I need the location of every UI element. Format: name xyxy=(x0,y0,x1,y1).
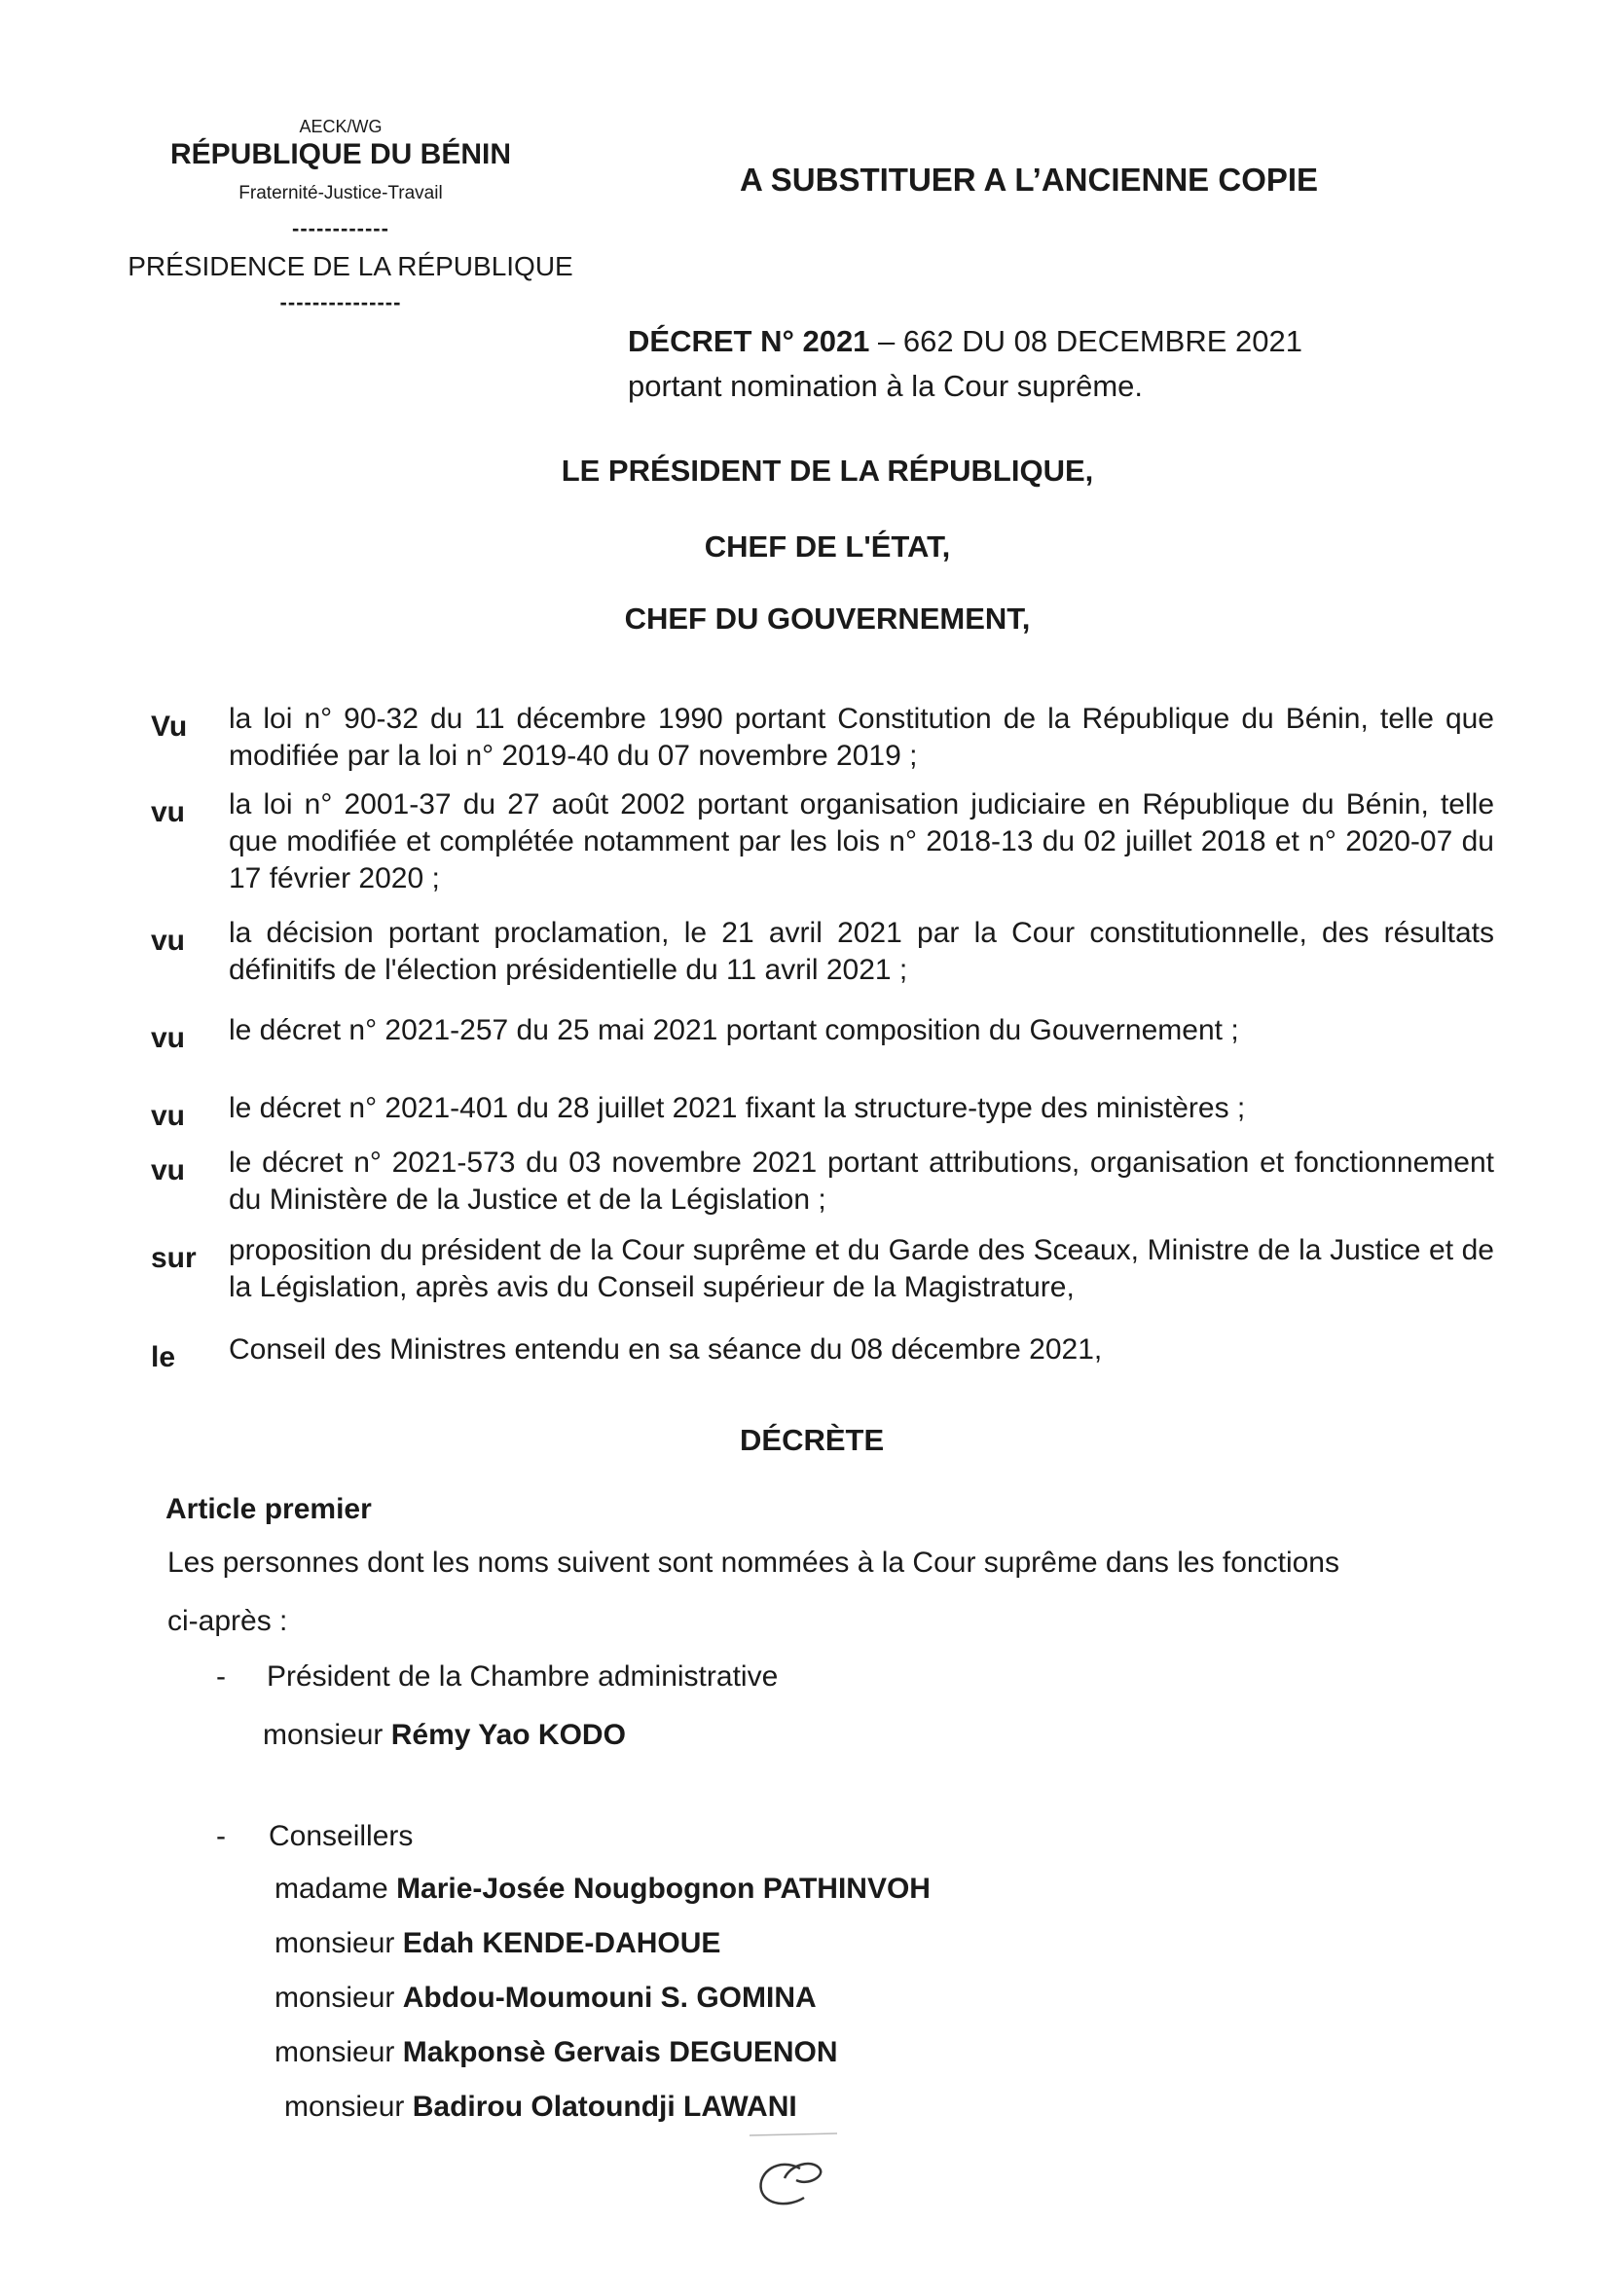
appointee-title: monsieur xyxy=(263,1719,384,1751)
consideration-key: Vu xyxy=(151,711,188,743)
appointee-name: Abdou-Moumouni S. GOMINA xyxy=(402,1982,817,2014)
consideration-text: la loi n° 90-32 du 11 décembre 1990 portant Constitution de la République du Bénin, telle que modifiée par la loi n° 2019-40 du 07 novembre 2019 ; xyxy=(229,703,1494,772)
appointee-counsellor xyxy=(274,1927,720,1960)
consideration-text: Conseil des Ministres entendu en sa séance du 08 décembre 2021, xyxy=(229,1333,1103,1366)
role-counsellors: Conseillers xyxy=(269,1820,414,1852)
appointee-name: Badirou Olatoundji LAWANI xyxy=(412,2091,797,2123)
article-intro xyxy=(167,1534,1462,1651)
substitute-notice: A SUBSTITUER A L’ANCIENNE COPIE xyxy=(740,162,1319,198)
appointee-counsellor xyxy=(284,2091,797,2124)
consideration-item xyxy=(151,786,1494,897)
consideration-key: vu xyxy=(151,1100,186,1132)
appointee-title: madame xyxy=(274,1873,388,1905)
consideration-key: vu xyxy=(151,1154,186,1186)
national-motto: Fraternité-Justice-Travail xyxy=(238,183,443,203)
consideration-item xyxy=(151,1232,1494,1306)
appointee-name: Makponsè Gervais DEGUENON xyxy=(402,2036,838,2068)
consideration-item xyxy=(151,1090,1494,1132)
handwritten-initials xyxy=(740,2130,857,2217)
consideration-item xyxy=(151,1145,1494,1219)
consideration-item xyxy=(151,701,1494,775)
appointee-name: Rémy Yao KODO xyxy=(390,1719,626,1751)
consideration-text: proposition du président de la Cour suprême et du Garde des Sceaux, Ministre de la Justice et de la Législation, après avis du Conseil supérieur de la Magistrature, xyxy=(229,1234,1494,1303)
authority-line-1: LE PRÉSIDENT DE LA RÉPUBLIQUE, xyxy=(561,454,1094,488)
consideration-item xyxy=(151,1331,1494,1373)
consideration-key: sur xyxy=(151,1242,197,1274)
decree-number-label: DÉCRET N° 2021 xyxy=(628,324,870,358)
country-name: RÉPUBLIQUE DU BÉNIN xyxy=(169,138,512,170)
decrete-heading: DÉCRÈTE xyxy=(740,1423,885,1457)
consideration-key: vu xyxy=(151,796,186,828)
role-bullet: - xyxy=(216,1820,226,1852)
consideration-text: la décision portant proclamation, le 21 avril 2021 par la Cour constitutionnelle, des résultats définitifs de l'élection présidentielle du 11 avril 2021 ; xyxy=(229,917,1494,986)
article-intro-line-1: Les personnes dont les noms suivent sont nommées à la Cour suprême dans les fonctions xyxy=(167,1547,1339,1579)
authority-line-3: CHEF DU GOUVERNEMENT, xyxy=(624,601,1031,636)
appointee-counsellor xyxy=(274,1873,931,1906)
authority-line-2: CHEF DE L'ÉTAT, xyxy=(704,529,951,564)
role-president-chamber: Président de la Chambre administrative xyxy=(267,1660,779,1693)
article-title: Article premier xyxy=(165,1493,372,1525)
appointee-title: monsieur xyxy=(274,1927,395,1959)
appointee-president xyxy=(263,1719,626,1752)
decree-subject: portant nomination à la Cour suprême. xyxy=(628,369,1144,403)
appointee-name: Edah KENDE-DAHOUE xyxy=(402,1927,721,1959)
consideration-key: vu xyxy=(151,1022,186,1054)
consideration-key: vu xyxy=(151,925,186,957)
consideration-text: le décret n° 2021-257 du 25 mai 2021 portant composition du Gouvernement ; xyxy=(229,1014,1239,1046)
appointee-title: monsieur xyxy=(284,2091,405,2123)
separator-short: ------------ xyxy=(292,216,389,240)
consideration-text: la loi n° 2001-37 du 27 août 2002 portant organisation judiciaire en République du Bénin, telle que modifiée et complétée notamment par les lois n° 2018-13 du 02 juillet 2018 et n° 2020-07 du 17 février 2020 ; xyxy=(229,788,1494,894)
consideration-item xyxy=(151,1012,1494,1054)
appointee-title: monsieur xyxy=(274,2036,395,2068)
decree-heading xyxy=(628,319,1302,409)
consideration-item xyxy=(151,915,1494,989)
reference-code: AECK/WG xyxy=(299,117,383,136)
appointee-name: Marie-Josée Nougbognon PATHINVOH xyxy=(396,1873,931,1905)
decree-number xyxy=(628,319,1302,364)
consideration-text: le décret n° 2021-401 du 28 juillet 2021 fixant la structure-type des ministères ; xyxy=(229,1092,1246,1124)
appointee-title: monsieur xyxy=(274,1982,395,2014)
separator-long: --------------- xyxy=(279,290,402,314)
presidency-name: PRÉSIDENCE DE LA RÉPUBLIQUE xyxy=(128,251,573,281)
decree-number-date: – 662 DU 08 DECEMBRE 2021 xyxy=(869,324,1302,358)
appointee-counsellor xyxy=(274,1982,817,2015)
article-intro-line-2: ci-après : xyxy=(167,1605,288,1637)
consideration-key: le xyxy=(151,1341,176,1373)
role-bullet: - xyxy=(216,1660,226,1693)
appointee-counsellor xyxy=(274,2036,838,2069)
consideration-text: le décret n° 2021-573 du 03 novembre 2021 portant attributions, organisation et fonctionnement du Ministère de la Justice et de la Législation ; xyxy=(229,1147,1494,1216)
